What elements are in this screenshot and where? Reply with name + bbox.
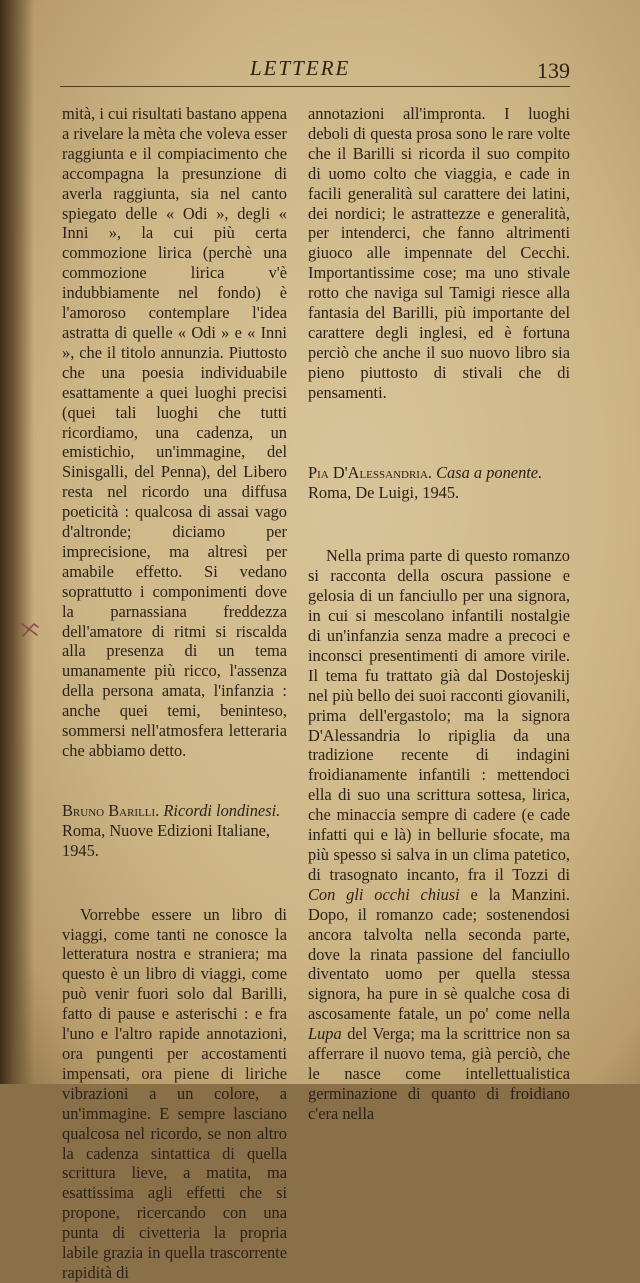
review-body-dalessandria (308, 546, 570, 1123)
review-body-barilli-part1: Vorrebbe essere un libro di viaggi, come tanti ne conosce la letteratura nostra e straniera; ma questo è un libro di viaggi, come può venir fuori solo dal Barilli, fatto di pause e asterischi : e fra l'uno e l'altro rapide annotazioni, ora pungenti per accostamenti impensati, ora piene di liriche vibrazioni a un colore, a un'immagine. E sempre lasciano qualcosa nel ricordo, se non altro la cadenza sintattica di quella scrittura lieve, a matita, ma esattissima agli effetti che si propone, ricercando con una punta di civetteria la propria labile grazia in quella trascorrente rapidità di (62, 904, 287, 1282)
page-number: 139 (537, 58, 570, 83)
continuation-paragraph: mità, i cui risultati bastano appena a rivelare la mèta che voleva esser raggiunta e il compiacimento che accompagna la presunzione di averla raggiunta, sia nel canto spiegato delle « Odi », degli « Inni », la cui più certa commozione lirica (perchè una commozione lirica v'è indubbiamente nel fondo) è l'amoroso contemplare l'idea astratta di quelle « Odi » e « Inni », che il titolo annunzia. Piuttosto che una poesia individuabile esattamente a quei luoghi precisi (quei tali luoghi che tutti ricordiamo, una cadenza, un emistichio, un'immagine, del Sinisgalli, del Penna), del Libero resta nel ricordo una diffusa poeticità : qualcosa di assai vago d'altronde; diciamo per imprecisione, ma altresì per amabile effetto. Si vedano soprattutto i componimenti dove la parnassiana freddezza dell'amatore di ritmi si riscalda alla presenza di un tema umanamente più ricco, l'assenza della persona amata, l'infanzia : anche quei temi, beninteso, sommersi nell'atmosfera letteraria che abbiamo detto. (62, 104, 287, 760)
cited-title-verga: Lupa (308, 1024, 342, 1044)
review-publisher: Roma, De Luigi, 1945. (308, 482, 460, 502)
review-author: Bruno Barilli. (62, 800, 160, 820)
book-gutter (0, 0, 34, 1084)
left-column (62, 104, 287, 1283)
right-column (308, 104, 570, 1124)
header-rule (60, 86, 570, 87)
review-heading-barilli (62, 801, 287, 861)
review-text: e la Manzini. Dopo, il romanzo cade; sostenendosi ancora talvolta nella seconda parte, dove la rinata passione del fanciullo diventato uomo per quella stessa signora, ha pure in sè qualche cosa di ascosamente fatale, un po' come nella (308, 884, 570, 1024)
review-body-barilli-part2: annotazioni all'impronta. I luoghi deboli di questa prosa sono le rare volte che il Barilli si ricorda il suo compito di uomo colto che viaggia, e cade in facili generalità sul carattere dei latini, dei nordici; le astrattezze e generalità, per intenderci, che fanno altrimenti giuoco alle impennate del Cecchi. Importantissime cose; ma uno stivale rotto che naviga sul Tamigi riesce alla fantasia del Barilli, più importante del carattere degli inglesi, ed è fortuna perciò che anche il suo nuovo libro sia pieno piuttosto di stivali che di pensamenti. (308, 104, 570, 402)
cited-title-tozzi: Con gli occhi chiusi (308, 884, 460, 904)
review-text: del Verga; ma la scrittrice non sa afferrare il nuovo tema, già perciò, che le nasce come intellettualistica germinazione di quanto di froidiano c'era nella (308, 1024, 570, 1123)
review-text: Nella prima parte di questo romanzo si racconta della oscura passione e gelosia di un fanciullo per una signora, in cui si mescolano infantili nostalgie di un'infanzia senza madre a precoci e inconsci presentimenti di amore virile. Il tema fu trattato già dal Dostojeskij nel più bello dei suoi racconti giovanili, prima dell'ergastolo; ma la signora D'Alessandria lo ripiglia da una tradizione recente di indagini froidianamente infantili : mettendoci ella di suo una scrittura sottesa, lirica, che minaccia sempre di cadere (e cade infatti qui e là) in bellurie sfocate, ma più spesso si salva in un clima patetico, di trasognato incanto, fra il Tozzi di (308, 546, 570, 884)
review-title: Casa a ponente. (436, 462, 543, 482)
pencil-mark-icon (19, 620, 41, 642)
review-publisher: Roma, Nuove Edizioni Italiane, 1945. (62, 820, 271, 860)
review-author: Pia D'Alessandria. (308, 462, 432, 482)
review-title: Ricordi londinesi. (163, 800, 281, 820)
running-head: LETTERE (250, 56, 351, 80)
review-heading-dalessandria (308, 463, 570, 503)
